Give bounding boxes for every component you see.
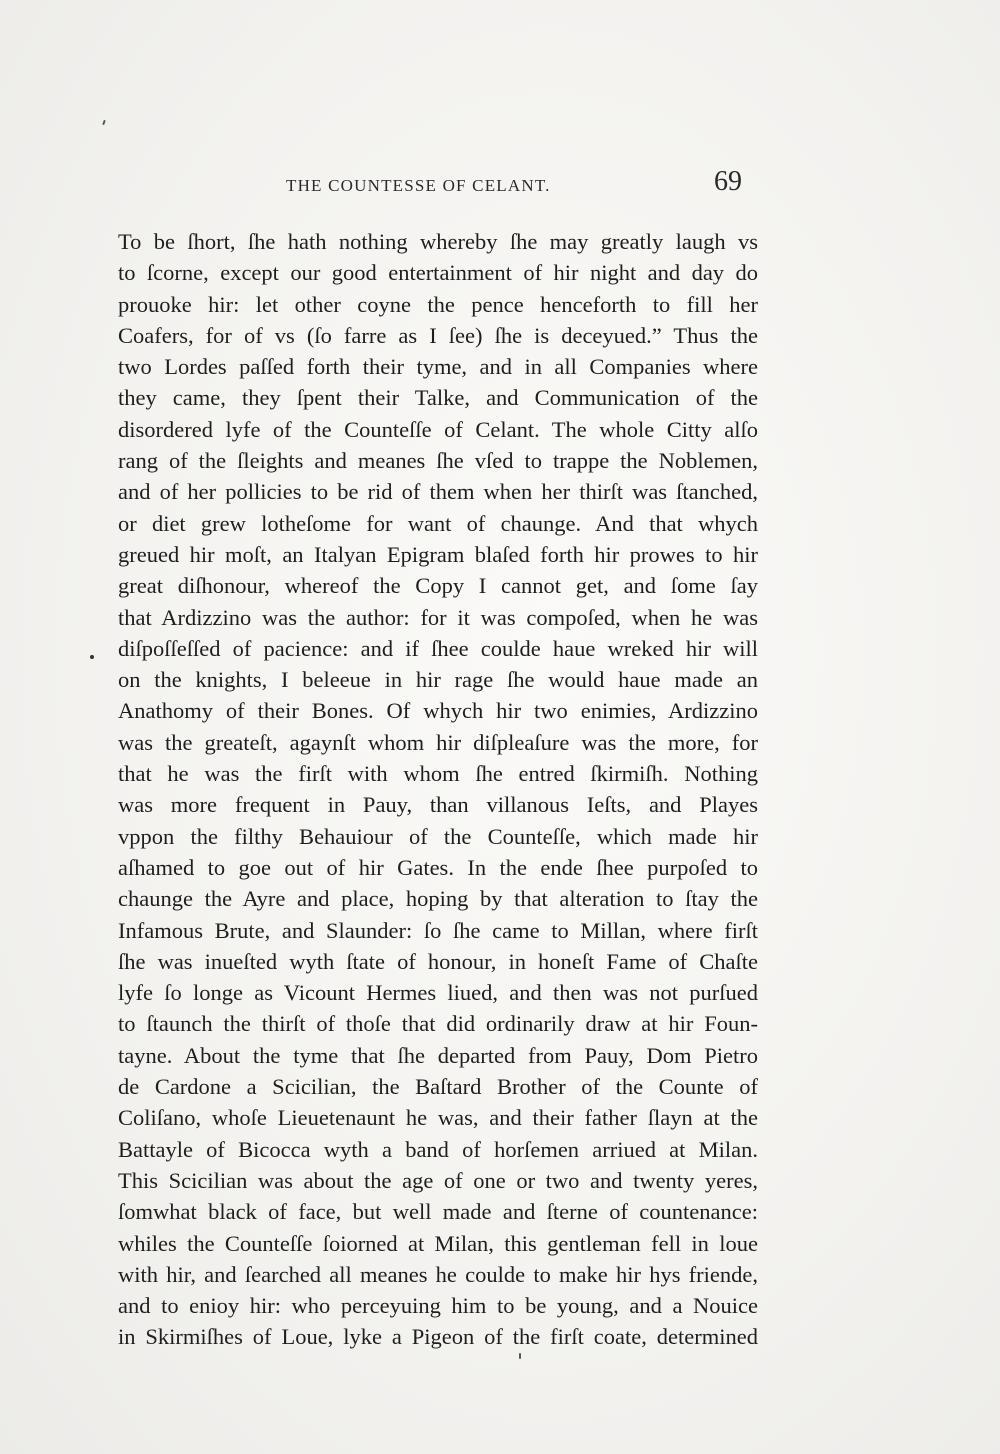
text-line: with hir, and ſearched all meanes he coulde to make hir hys friende, bbox=[118, 1261, 758, 1287]
text-line: they came, they ſpent their Talke, and Communication of the bbox=[118, 385, 758, 411]
text-line: Anathomy of their Bones. Of whych hir two enimies, Ardizzino bbox=[118, 698, 758, 724]
text-line: two Lordes paſſed forth their tyme, and in all Companies where bbox=[118, 354, 758, 380]
text-line: Infamous Brute, and Slaunder: ſo ſhe came to Millan, where firſt bbox=[118, 917, 758, 943]
text-line: disordered lyfe of the Counteſſe of Celant. The whole Citty alſo bbox=[118, 416, 758, 442]
text-line: greued hir moſt, an Italyan Epigram blaſed forth hir prowes to hir bbox=[118, 541, 758, 567]
text-line: de Cardone a Scicilian, the Baſtard Brother of the Counte of bbox=[118, 1074, 758, 1100]
text-line: lyfe ſo longe as Vicount Hermes liued, and then was not purſued bbox=[118, 980, 758, 1006]
text-line: that he was the firſt with whom ſhe entred ſkirmiſh. Nothing bbox=[118, 761, 758, 787]
text-line: aſhamed to goe out of hir Gates. In the ende ſhee purpoſed to bbox=[118, 854, 758, 880]
text-line: great diſhonour, whereof the Copy I cannot get, and ſome ſay bbox=[118, 573, 758, 599]
text-line: diſpoſſeſſed of pacience: and if ſhee coulde haue wreked hir will bbox=[118, 635, 758, 661]
page-number: 69 bbox=[714, 166, 742, 197]
text-line: whiles the Counteſſe ſoiorned at Milan, this gentleman fell in loue bbox=[118, 1230, 758, 1256]
margin-mark bbox=[90, 655, 94, 659]
text-line: rang of the ſleights and meanes ſhe vſed to trappe the Noblemen, bbox=[118, 448, 758, 474]
text-line: vppon the filthy Behauiour of the Counteſſe, which made hir bbox=[118, 823, 758, 849]
text-line: that Ardizzino was the author: for it was compoſed, when he was bbox=[118, 604, 758, 630]
body-text bbox=[118, 226, 758, 1353]
text-line: ſhe was inueſted wyth ſtate of honour, in honeſt Fame of Chaſte bbox=[118, 948, 758, 974]
text-line: This Scicilian was about the age of one or two and twenty yeres, bbox=[118, 1167, 758, 1193]
text-line: Coafers, for of vs (ſo farre as I ſee) ſhe is deceyued.” Thus the bbox=[118, 322, 758, 348]
text-line: or diet grew lotheſome for want of chaunge. And that whych bbox=[118, 510, 758, 536]
running-title: THE COUNTESSE OF CELANT. bbox=[286, 176, 551, 195]
text-line: in Skirmiſhes of Loue, lyke a Pigeon of the firſt coate, determined bbox=[118, 1324, 758, 1350]
paper-speck bbox=[519, 1353, 521, 1359]
text-line: was more frequent in Pauy, than villanous Ieſts, and Playes bbox=[118, 792, 758, 818]
paper-speck bbox=[102, 120, 106, 125]
text-line: prouoke hir: let other coyne the pence henceforth to fill her bbox=[118, 291, 758, 317]
text-line: Battayle of Bicocca wyth a band of horſemen arriued at Milan. bbox=[118, 1136, 758, 1162]
text-line: To be ſhort, ſhe hath nothing whereby ſhe may greatly laugh vs bbox=[118, 229, 758, 254]
text-line: Coliſano, whoſe Lieuetenaunt he was, and their father ſlayn at the bbox=[118, 1105, 758, 1131]
text-line: and of her pollicies to be rid of them when her thirſt was ſtanched, bbox=[118, 479, 758, 505]
text-line: ſomwhat black of face, but well made and ſterne of countenance: bbox=[118, 1199, 758, 1225]
text-line: to ſtaunch the thirſt of thoſe that did ordinarily draw at hir Foun- bbox=[118, 1011, 758, 1037]
text-line: to ſcorne, except our good entertainment of hir night and day do bbox=[118, 260, 758, 286]
text-line: chaunge the Ayre and place, hoping by that alteration to ſtay the bbox=[118, 886, 758, 912]
text-line: was the greateſt, agaynſt whom hir diſpleaſure was the more, for bbox=[118, 729, 758, 755]
text-line: on the knights, I beleeue in hir rage ſhe would haue made an bbox=[118, 667, 758, 693]
text-line: tayne. About the tyme that ſhe departed from Pauy, Dom Pietro bbox=[118, 1042, 758, 1068]
text-line: and to enioy hir: who perceyuing him to be young, and a Nouice bbox=[118, 1293, 758, 1319]
